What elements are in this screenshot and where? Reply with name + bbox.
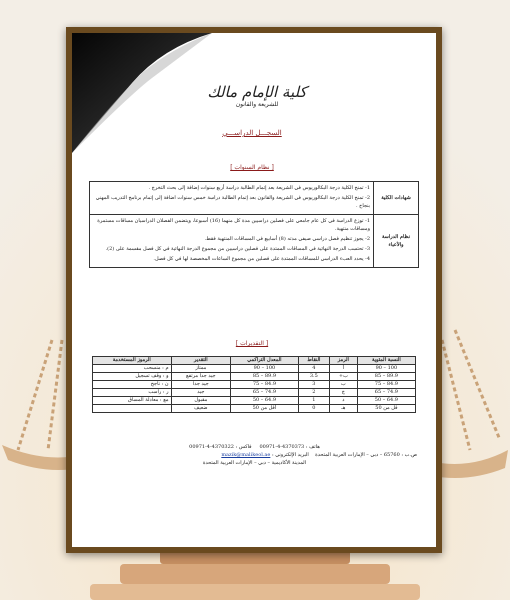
col-header: النقاط <box>298 357 329 365</box>
cell: ر : راسب <box>93 389 172 397</box>
cell: 100 – 90 <box>231 365 299 373</box>
cell: 0 <box>298 405 329 413</box>
logo-subtitle: للشريعة والقانون <box>235 101 279 108</box>
table-row <box>93 373 416 381</box>
cell: 64.9 – 50 <box>357 397 415 405</box>
table-row <box>90 182 419 215</box>
po-box: ص.ب : 65760 – دبي – الإمارات العربية المتحدة <box>315 452 417 458</box>
cell: ب+ <box>329 373 357 381</box>
phone-number: هاتف : 4370373-4-00971 <box>259 444 320 450</box>
cell: 64.9 – 50 <box>231 397 299 405</box>
fax-number: فاكس : 4370322-4-00971 <box>189 444 252 450</box>
cell: 74.9 – 65 <box>357 389 415 397</box>
table-row <box>93 365 416 373</box>
cell: جيد <box>171 389 231 397</box>
email-link[interactable]: mazik@malikeol.ae <box>221 452 271 458</box>
cell: قل من 50 <box>357 405 415 413</box>
table-row <box>93 397 416 405</box>
years-heading: [ نظام السنوات ] <box>230 164 274 171</box>
cell: أقل من 50 <box>231 405 299 413</box>
grades-heading: [ التقديرات ] <box>235 340 269 347</box>
cell: 100 – 90 <box>357 365 415 373</box>
col-header: الرمز <box>329 357 357 365</box>
list-item: 4- يحدد العبء الدراسي للمساقات الممتدة على فصلين من مجموع الساعات المخصصة لها في كل فصل. <box>153 256 370 262</box>
address: المدينة الأكاديمية – دبي – الإمارات العربية المتحدة <box>202 460 307 466</box>
contact-footer <box>92 443 417 467</box>
cell: 3 <box>298 381 329 389</box>
cell: م : منسحب <box>93 365 172 373</box>
cell: 84.9 – 75 <box>231 381 299 389</box>
cell: مع : معادلة المساق <box>93 397 172 405</box>
list-item: 2- تمنح الكلية درجة البكالوريوس في الشريعة والقانون بعد إتمام الطالبة دراسة خمس سنوات اضافة إلى إتمام برنامج التدريب المهني بنجاح . <box>95 195 370 209</box>
cell: 3.5 <box>298 373 329 381</box>
cell: جيد جدا مرتفع <box>171 373 231 381</box>
document-paper <box>72 33 436 547</box>
cell: 84.9 – 75 <box>357 381 415 389</box>
cell: مقبول <box>171 397 231 405</box>
table-row <box>90 215 419 268</box>
cell: ج <box>329 389 357 397</box>
cell: 89.9 – 85 <box>231 373 299 381</box>
cell: أ <box>329 365 357 373</box>
cell: د <box>329 397 357 405</box>
section-body <box>90 215 374 268</box>
col-header: الرموز المستخدمة <box>93 357 172 365</box>
cell: هـ <box>329 405 357 413</box>
col-header: النسبة المئوية <box>357 357 415 365</box>
grades-table <box>92 356 416 413</box>
email-label: البريد الإلكتروني : <box>271 452 309 458</box>
section-head: نظام الدراسة والأعباء <box>374 215 419 268</box>
col-header: التقدير <box>171 357 231 365</box>
cell: ممتاز <box>171 365 231 373</box>
table-row <box>93 381 416 389</box>
cell <box>93 405 172 413</box>
cell: 2 <box>298 389 329 397</box>
table-row <box>93 389 416 397</box>
cell: 1 <box>298 397 329 405</box>
document-content <box>72 33 436 547</box>
cell: و : وقف تسجيل <box>93 373 172 381</box>
table-row <box>93 405 416 413</box>
logo-title: كلية الإمام مالك <box>207 83 307 101</box>
section-head: شهادات الكلية <box>374 182 419 215</box>
section-body <box>90 182 374 215</box>
col-header: المعدل التراكمي <box>231 357 299 365</box>
document-title: السجـــل الدراســـي <box>222 129 282 137</box>
cell: 89.9 – 85 <box>357 373 415 381</box>
footer-phone-row <box>92 443 417 451</box>
list-item: 2- يجوز تنظيم فصل دراسي صيفي مدته (8) أسابيع في المساقات المنتهية فقط. <box>204 236 370 242</box>
list-item: 3- تحتسب الدرجة النهائية في المساقات الممتدة على فصلين دراسيين من مجموع الدرجة النهائية في كل فصل مقسمة على (2). <box>105 246 370 252</box>
cell: 74.9 – 65 <box>231 389 299 397</box>
college-logo <box>192 83 322 113</box>
list-item: 1- توزع الدراسة في كل عام جامعي على فصلين دراسيين مدة كل منهما (16) أسبوعا، ويتضمن الفصلان الدراسيان مساقات مستمرة ومساقات منتهية. <box>97 218 370 232</box>
footer-pobox-row <box>92 451 417 459</box>
footer-address-row <box>92 459 417 467</box>
table-header-row <box>93 357 416 365</box>
study-system-table <box>89 181 419 268</box>
cell: ضعيف <box>171 405 231 413</box>
cell: ب <box>329 381 357 389</box>
list-item: 1- تمنح الكلية درجة البكالوريوس في الشريعة بعد إتمام الطالبة دراسة أربع سنوات إضافة إلى بحث التخرج . <box>148 185 370 191</box>
cell: 4 <box>298 365 329 373</box>
cell: جيد جدا <box>171 381 231 389</box>
cell: ن : ناجح <box>93 381 172 389</box>
